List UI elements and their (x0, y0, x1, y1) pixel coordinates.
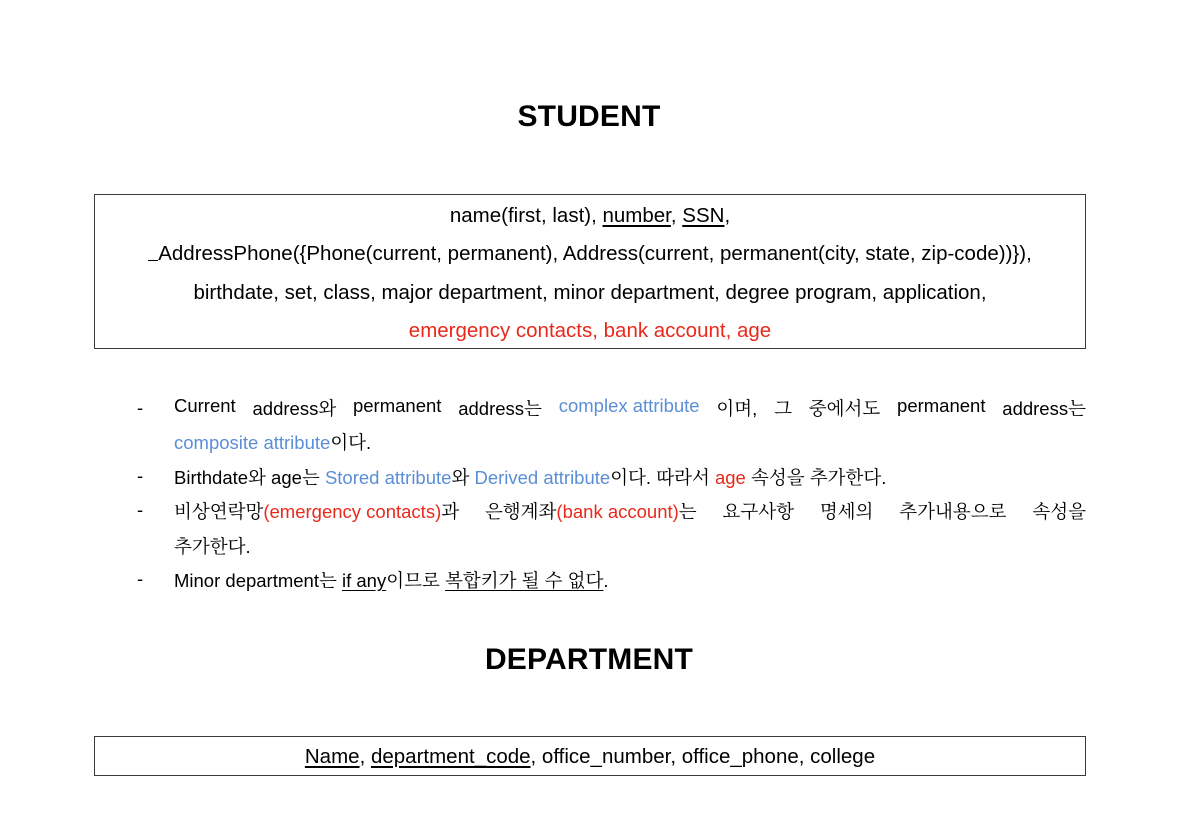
composite-attribute-term: composite attribute (174, 432, 331, 453)
attr-number-key: number (602, 204, 671, 227)
note-2 (174, 464, 886, 490)
student-attr-line-1 (95, 204, 1085, 228)
if-any-term: if any (342, 570, 387, 591)
bank-account-term: (bank account) (556, 501, 679, 522)
attr-name: name(first, last), (449, 204, 603, 227)
word: 비상연락망(emergency contacts)과 (174, 501, 460, 522)
word: address는 (458, 398, 542, 419)
text: . (603, 570, 609, 591)
attr-name-key: Name (304, 745, 360, 768)
attr-sep: , (670, 204, 683, 227)
word: permanent (897, 395, 986, 416)
attr-rest: , office_number, office_phone, college (530, 745, 876, 768)
note-1-line-2 (174, 429, 371, 455)
word: 은행계좌(bank account)는 (484, 501, 697, 522)
bullet-dash: - (137, 568, 144, 589)
note-4 (174, 567, 609, 593)
department-attr-line (95, 745, 1085, 769)
composite-key-phrase: 복합키가 될 수 없다 (444, 570, 604, 591)
word: address와 (252, 398, 337, 419)
student-entity-title: STUDENT (517, 100, 661, 133)
bullet-dash: - (137, 465, 144, 486)
emergency-contacts-term: (emergency contacts) (263, 501, 442, 522)
word: 요구사항 (722, 501, 794, 522)
word: 이며, (716, 398, 758, 419)
note-3-line-1 (174, 498, 1086, 524)
word: 속성을 (1032, 501, 1086, 522)
text: 이므로 (386, 570, 445, 591)
attr-department-code-key: department_code (370, 745, 531, 768)
department-attributes-box (94, 736, 1086, 776)
department-entity-title: DEPARTMENT (484, 643, 694, 676)
underline-mark (148, 246, 158, 261)
text: 속성을 추가한다. (745, 467, 887, 488)
complex-attribute-term: complex attribute (558, 395, 700, 416)
word: Current (174, 395, 236, 416)
bullet-dash: - (137, 499, 144, 520)
word: address는 (1002, 398, 1086, 419)
age-term: age (714, 467, 746, 488)
attr-addressphone: ddressPhone({Phone(current, permanent), Address(current, permanent(city, state, zip-code))}), (171, 242, 1032, 265)
word: 그 (774, 398, 792, 419)
word: 중에서도 (808, 398, 881, 419)
student-attr-line-3: birthdate, set, class, major department, minor department, degree program, application, (193, 281, 987, 304)
text: 이다. (330, 432, 372, 453)
student-attr-line-4-added: emergency contacts, bank account, age (408, 319, 772, 342)
student-attr-line-2 (95, 242, 1085, 266)
attr-sep: , (724, 204, 731, 227)
text: Minor department는 (174, 570, 342, 591)
note-1-line-1 (174, 395, 1086, 421)
text: 와 (451, 467, 475, 488)
word: permanent (352, 395, 442, 416)
note-3-line-2: 추가한다. (174, 536, 251, 557)
text: 이다. 따라서 (610, 467, 715, 488)
student-attributes-box (94, 194, 1086, 349)
attr-addressphone-initial: A (158, 242, 172, 265)
attr-sep: , (359, 745, 371, 768)
word: 명세의 (819, 501, 874, 522)
attr-ssn-key: SSN (682, 204, 725, 227)
text: Birthdate와 age는 (174, 467, 325, 488)
derived-attribute-term: Derived attribute (474, 467, 611, 488)
bullet-dash: - (137, 397, 144, 418)
word: 추가내용으로 (899, 501, 1007, 522)
stored-attribute-term: Stored attribute (324, 467, 452, 488)
